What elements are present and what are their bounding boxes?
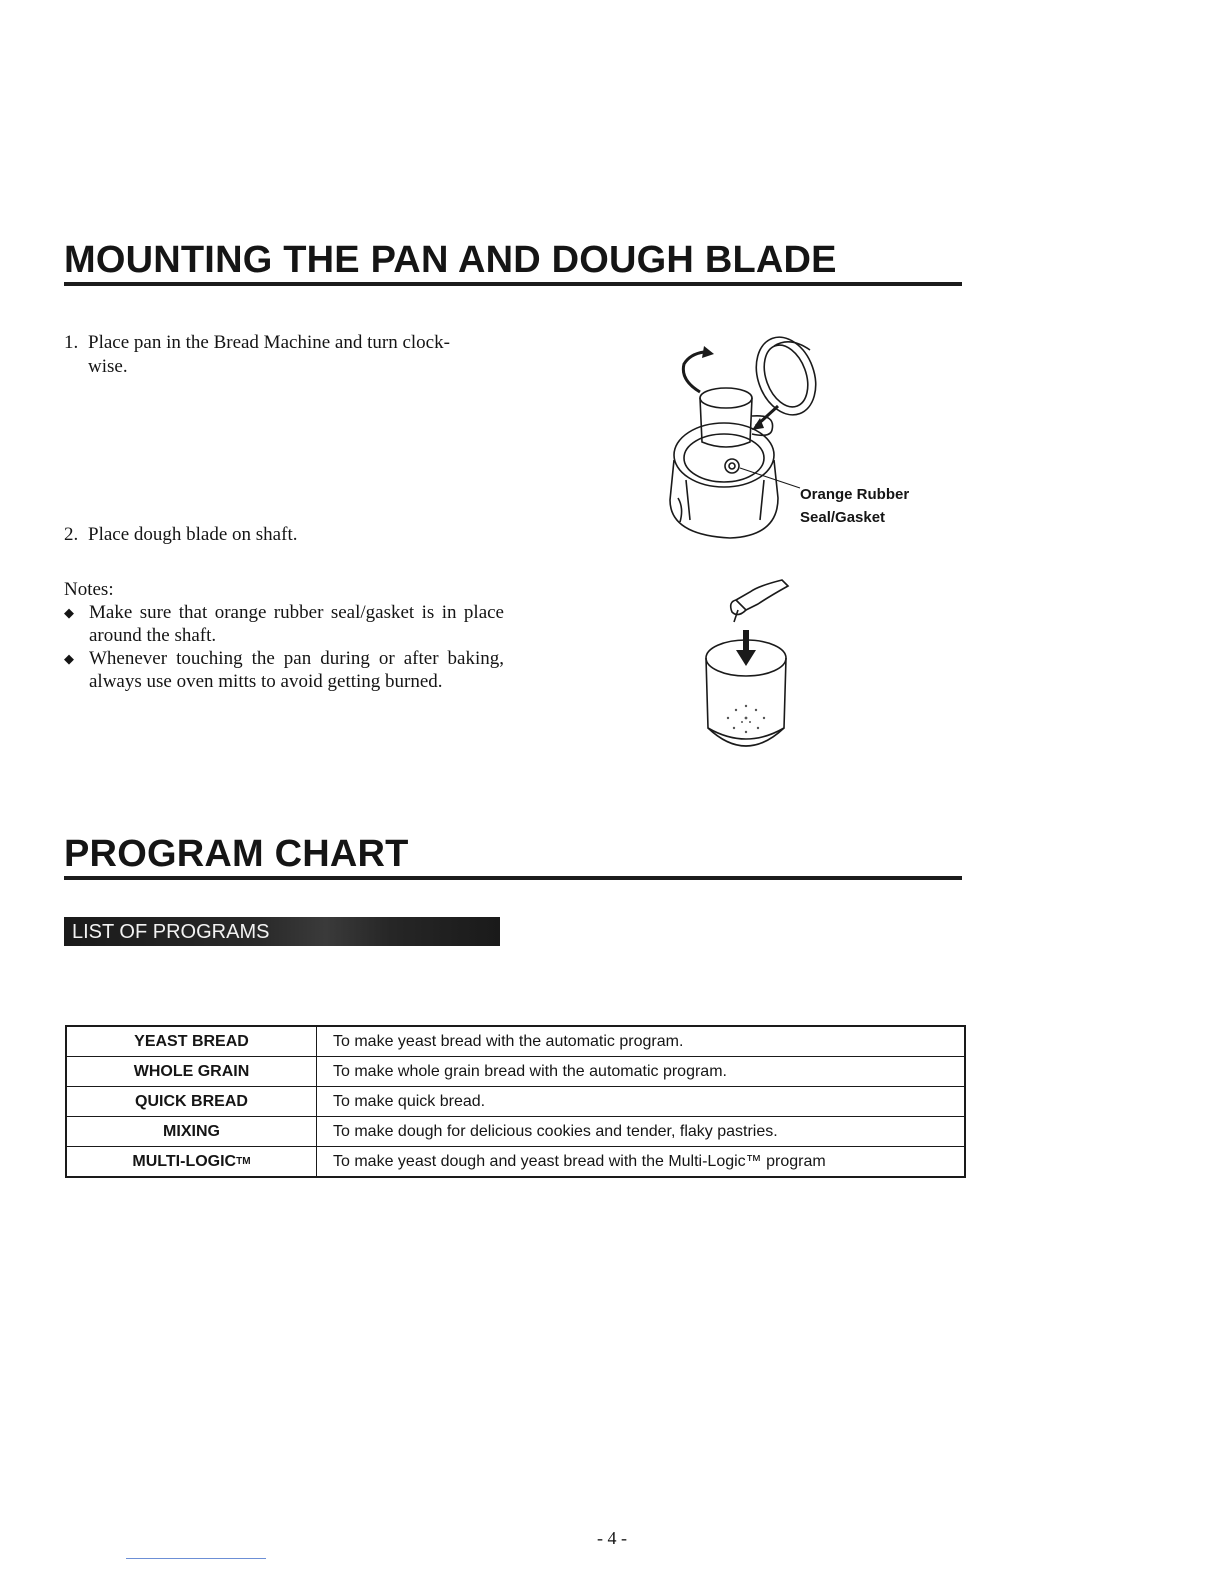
gasket-callout-label	[800, 483, 909, 529]
program-description: To make quick bread.	[317, 1087, 966, 1117]
note-text: Make sure that orange rubber seal/gasket is in place around the shaft.	[89, 602, 504, 646]
notes-section	[64, 578, 504, 693]
table-row	[66, 1057, 965, 1087]
table-row	[66, 1147, 965, 1178]
instruction-step-1	[64, 331, 504, 379]
callout-line: Seal/Gasket	[800, 509, 886, 526]
page-number: - 4 -	[597, 1528, 627, 1548]
step-number: 1.	[64, 332, 79, 353]
program-table	[65, 1025, 966, 1178]
trademark-mark: TM	[236, 1155, 251, 1167]
callout-line: Orange Rubber	[800, 486, 910, 503]
step-text-continued: wise.	[88, 356, 128, 377]
step-text: Place pan in the Bread Machine and turn clock-	[88, 332, 450, 353]
notes-title: Notes:	[64, 579, 114, 600]
program-description: To make dough for delicious cookies and tender, flaky pastries.	[317, 1117, 966, 1147]
program-description: To make yeast dough and yeast bread with the Multi-Logic™ program	[317, 1147, 966, 1178]
heading-text: PROGRAM CHART	[64, 833, 409, 875]
program-name-cell	[66, 1147, 317, 1178]
program-name: YEAST BREAD	[66, 1026, 317, 1057]
note-item	[64, 601, 504, 647]
program-description: To make whole grain bread with the automatic program.	[317, 1057, 966, 1087]
program-name: MULTI-LOGIC	[132, 1152, 237, 1170]
diamond-bullet-icon: ◆	[64, 605, 74, 620]
section-heading-mounting	[64, 238, 962, 286]
program-name: WHOLE GRAIN	[66, 1057, 317, 1087]
note-item	[64, 647, 504, 693]
banner-text: LIST OF PROGRAMS	[72, 921, 270, 943]
table-row	[66, 1087, 965, 1117]
table-row	[66, 1026, 965, 1057]
step-number: 2.	[64, 524, 79, 545]
section-heading-program-chart	[64, 832, 962, 880]
dough-blade-illustration	[698, 578, 798, 758]
step-text: Place dough blade on shaft.	[88, 524, 298, 545]
table-row	[66, 1117, 965, 1147]
note-text: Whenever touching the pan during or after baking, always use oven mitts to avoid getting burned.	[89, 648, 504, 692]
heading-text: MOUNTING THE PAN AND DOUGH BLADE	[64, 239, 837, 281]
pan-mounting-illustration	[660, 330, 820, 545]
diamond-bullet-icon: ◆	[64, 651, 74, 666]
instruction-step-2	[64, 523, 504, 547]
list-of-programs-banner	[64, 917, 500, 946]
program-name: MIXING	[66, 1117, 317, 1147]
program-description: To make yeast bread with the automatic program.	[317, 1026, 966, 1057]
program-name: QUICK BREAD	[66, 1087, 317, 1117]
divider	[126, 1558, 266, 1559]
